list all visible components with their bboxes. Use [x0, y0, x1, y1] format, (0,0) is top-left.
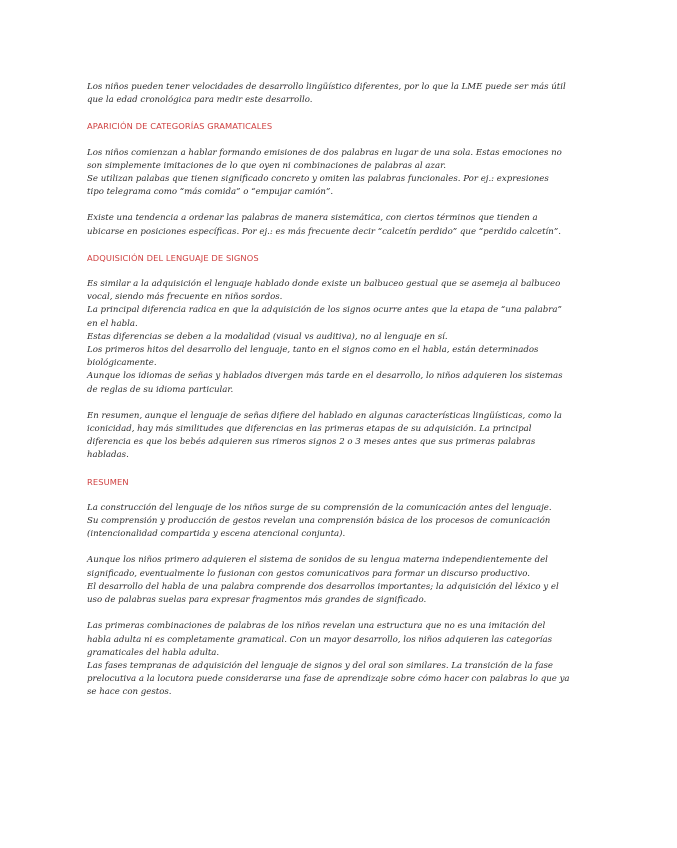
text-line: gramaticales del habla adulta. — [87, 647, 220, 658]
text-line: se hace con gestos. — [87, 687, 172, 698]
text-line: que la edad cronológica para medir este desarrollo. — [87, 95, 313, 106]
paragraph — [87, 212, 597, 238]
text-line: El desarrollo del habla de una palabra comprende dos desarrollos importantes; la adquisición del léxico y el — [87, 581, 559, 592]
document-body — [87, 81, 597, 713]
text-line: tipo telegrama como “más comida” o “empujar camión”. — [87, 187, 334, 198]
text-line: Los niños comienzan a hablar formando emisiones de dos palabras en lugar de una sola. Estas emociones no — [87, 147, 562, 158]
text-line: habla adulta ni es completamente gramatical. Con un mayor desarrollo, los niños adquieren las categorías — [87, 634, 552, 645]
paragraph — [87, 620, 597, 699]
paragraph — [87, 554, 597, 607]
text-line: La construcción del lenguaje de los niños surge de su comprensión de la comunicación antes del lenguaje. — [87, 502, 552, 513]
text-line: La principal diferencia radica en que la adquisición de los signos ocurre antes que la etapa de “una palabra” — [87, 305, 562, 316]
text-line: biológicamente. — [87, 358, 157, 369]
text-line: Es similar a la adquisición el lenguaje hablado donde existe un balbuceo gestual que se asemeja al balbuceo — [87, 279, 561, 290]
text-line: Aunque los idiomas de señas y hablados divergen más tarde en el desarrollo, lo niños adquieren los sistemas — [87, 371, 563, 382]
intro-paragraph — [87, 81, 597, 107]
text-line: prelocutiva a la locutora puede considerarse una fase de aprendizaje sobre cómo hacer con palabras lo que ya — [87, 674, 570, 685]
paragraph — [87, 147, 597, 200]
paragraph — [87, 410, 597, 463]
text-line: vocal, siendo más frecuente en niños sordos. — [87, 292, 283, 303]
text-line: ubicarse en posiciones específicas. Por ej.: es más frecuente decir “calcetín perdido” que “perdido calcetín”. — [87, 226, 561, 237]
section-heading-resumen: RESUMEN — [87, 476, 129, 487]
text-line: uso de palabras suelas para expresar fragmentos más grandes de significado. — [87, 595, 427, 606]
text-line: son simplemente imitaciones de lo que oyen ni combinaciones de palabras al azar. — [87, 160, 446, 171]
text-line: habladas. — [87, 450, 129, 461]
text-line: Los niños pueden tener velocidades de desarrollo lingüístico diferentes, por lo que la LME puede ser más útil — [87, 82, 566, 92]
section-heading-categorias: APARICIÓN DE CATEGORÍAS GRAMATICALES — [87, 121, 273, 132]
paragraph — [87, 502, 597, 542]
text-line: iconicidad, hay más similitudes que diferencias en las primeras etapas de su adquisición. La principal — [87, 424, 532, 435]
text-line: en el habla. — [87, 318, 138, 329]
text-line: Las primeras combinaciones de palabras de los niños revelan una estructura que no es una imitación del — [87, 621, 546, 632]
text-line: Aunque los niños primero adquieren el sistema de sonidos de su lengua materna independientemente del — [87, 555, 548, 566]
text-line: significado, eventualmente lo fusionan con gestos comunicativos para formar un discurso productivo. — [87, 568, 530, 579]
text-line: de reglas de su idioma particular. — [87, 384, 234, 395]
text-line: Se utilizan palabas que tienen significado concreto y omiten las palabras funcionales. Por ej.: expresiones — [87, 174, 549, 185]
section-heading-signos: ADQUISICIÓN DEL LENGUAJE DE SIGNOS — [87, 252, 259, 263]
paragraph — [87, 278, 597, 397]
text-line: Existe una tendencia a ordenar las palabras de manera sistemática, con ciertos términos que tienden a — [87, 213, 538, 224]
text-line: Estas diferencias se deben a la modalidad (visual vs auditiva), no al lenguaje en sí. — [87, 331, 448, 342]
text-line: Los primeros hitos del desarrollo del lenguaje, tanto en el signos como en el habla, están determinados — [87, 345, 539, 356]
text-line: (intencionalidad compartida y escena atencional conjunta). — [87, 529, 346, 540]
text-line: Las fases tempranas de adquisición del lenguaje de signos y del oral son similares. La transición de la fase — [87, 660, 553, 671]
text-line: En resumen, aunque el lenguaje de señas difiere del hablado en algunas características lingüísticas, como la — [87, 410, 562, 421]
text-line: diferencia es que los bebés adquieren sus rimeros signos 2 o 3 meses antes que sus primeras palabras — [87, 437, 536, 448]
text-line: Su comprensión y producción de gestos revelan una comprensión básica de los procesos de comunicación — [87, 516, 551, 527]
